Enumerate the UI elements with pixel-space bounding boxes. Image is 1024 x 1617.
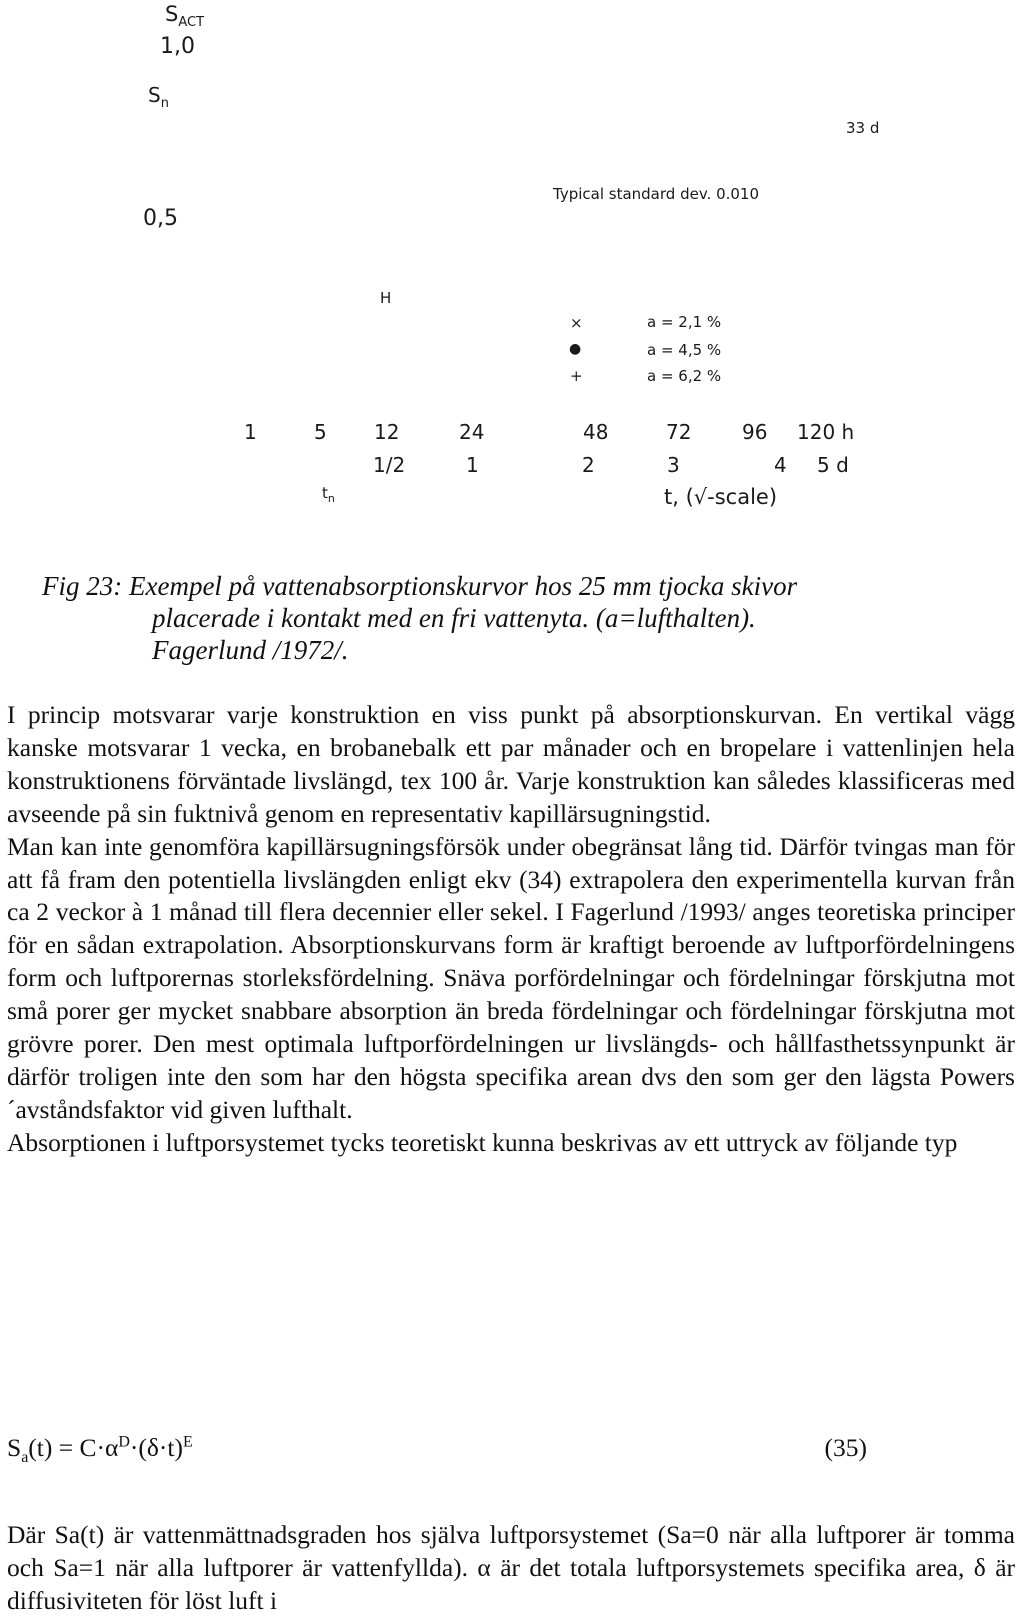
- paragraph: Där Sa(t) är vattenmättnadsgraden hos själva luftporsystemet (Sa=0 när alla luftporer är tomma och Sa=1 när alla luftporer är vattenfyllda). α är det totala luftporsystemets specifika area, δ är diffusiviteten för löst luft i: [7, 1520, 1015, 1615]
- y-axis-label-sn: $S_n$: [148, 83, 169, 111]
- paragraph: I princip motsvarar varje konstruktion en viss punkt på absorptionskurvan. En vertikal vägg kanske motsvarar 1 vecka, en brobanebalk ett par månader och en bropelare i vattenlinjen hela konstruktionens förväntade livslängd, tex 100 år. Varje konstruktion kan således klassificeras med avseende på sin fuktnivå genom en representativ kapillärsugningstid.: [7, 700, 1015, 828]
- x-tick-days: 4: [774, 453, 787, 477]
- body-text: [7, 699, 1015, 1160]
- legend-text-6-2: a = 6,2 %: [647, 367, 722, 385]
- x-tick-days: 5 d: [817, 453, 849, 477]
- equation-expression: $S_a(t) = C\cdot\alpha^D\cdot(\delta\cdot t)^E$: [7, 1433, 193, 1467]
- x-axis-title: t, (√-scale): [664, 485, 778, 509]
- x-tick-hours: 72: [666, 420, 692, 444]
- legend-text-4-5: a = 4,5 %: [647, 341, 722, 359]
- x-tick-hours: 1: [244, 420, 257, 444]
- std-dev-note: Typical standard dev. 0.010: [553, 185, 760, 203]
- legend-text-2-1: a = 2,1 %: [647, 313, 722, 331]
- x-tick-hours: 12: [374, 420, 400, 444]
- x-tick-hours: 24: [459, 420, 485, 444]
- x-tick-hours: 120 h: [797, 420, 855, 444]
- caption-line: Fagerlund /1972/.: [152, 635, 349, 665]
- legend-symbol-plus: +: [570, 367, 583, 385]
- x-tick-days: 1: [466, 453, 479, 477]
- x-tick-days: 2: [582, 453, 595, 477]
- x-tick-days: 3: [667, 453, 680, 477]
- x-axis-label-tn: $t_n$: [322, 484, 335, 505]
- paragraph: Man kan inte genomföra kapillärsugningsförsök under obegränsat lång tid. Därför tvingas man för att få fram den potentiella livslängden enligt ekv (34) extrapolera den experimentella kurvan från ca 2 veckor à 1 månad till flera decennier eller sekel. I Fagerlund /1993/ anges teoretiska principer för en sådan extrapolation. Absorptionskurvans form är kraftigt beroende av luftporfördelningens form och luftporernas storleksfördelning. Snäva porfördelningar och fördelningar förskjutna mot små porer ger mycket snabbare absorption än breda fördelningar och fördelningar förskjutna mot grövre porer. Den mest optimala luftporfördelningen ur livslängds- och hållfasthetssynpunkt är därför troligen inte den som har den högsta specifika arean dvs den som ger den lägsta Powers´avståndsfaktor vid given lufthalt.: [7, 831, 1015, 1124]
- figure-23: [0, 0, 1024, 520]
- equation-number: (35): [824, 1433, 867, 1462]
- caption-line: Fig 23: Exempel på vattenabsorptionskurvor hos 25 mm tjocka skivor: [42, 571, 798, 601]
- x-tick-days: 1/2: [373, 453, 406, 477]
- body-text-continued: [7, 1518, 1015, 1617]
- curve-label-33d: 33 d: [846, 119, 880, 137]
- figure-caption: [42, 570, 1002, 666]
- equation-35: [7, 1433, 867, 1467]
- legend-symbol-x: ×: [570, 314, 583, 332]
- marker-h: H: [380, 289, 392, 307]
- x-tick-hours: 96: [742, 420, 768, 444]
- x-tick-hours: 48: [583, 420, 609, 444]
- y-axis-label-sact: $S_{ACT}$: [165, 2, 205, 31]
- y-tick-1-0: 1,0: [160, 34, 195, 59]
- legend-symbol-dot: ●: [569, 341, 582, 357]
- y-tick-0-5: 0,5: [143, 206, 178, 231]
- x-tick-hours: 5: [314, 420, 327, 444]
- paragraph: Absorptionen i luftporsystemet tycks teoretiskt kunna beskrivas av ett uttryck av följande typ: [7, 1127, 958, 1157]
- caption-line: placerade i kontakt med en fri vattenyta. (a=lufthalten).: [152, 603, 756, 633]
